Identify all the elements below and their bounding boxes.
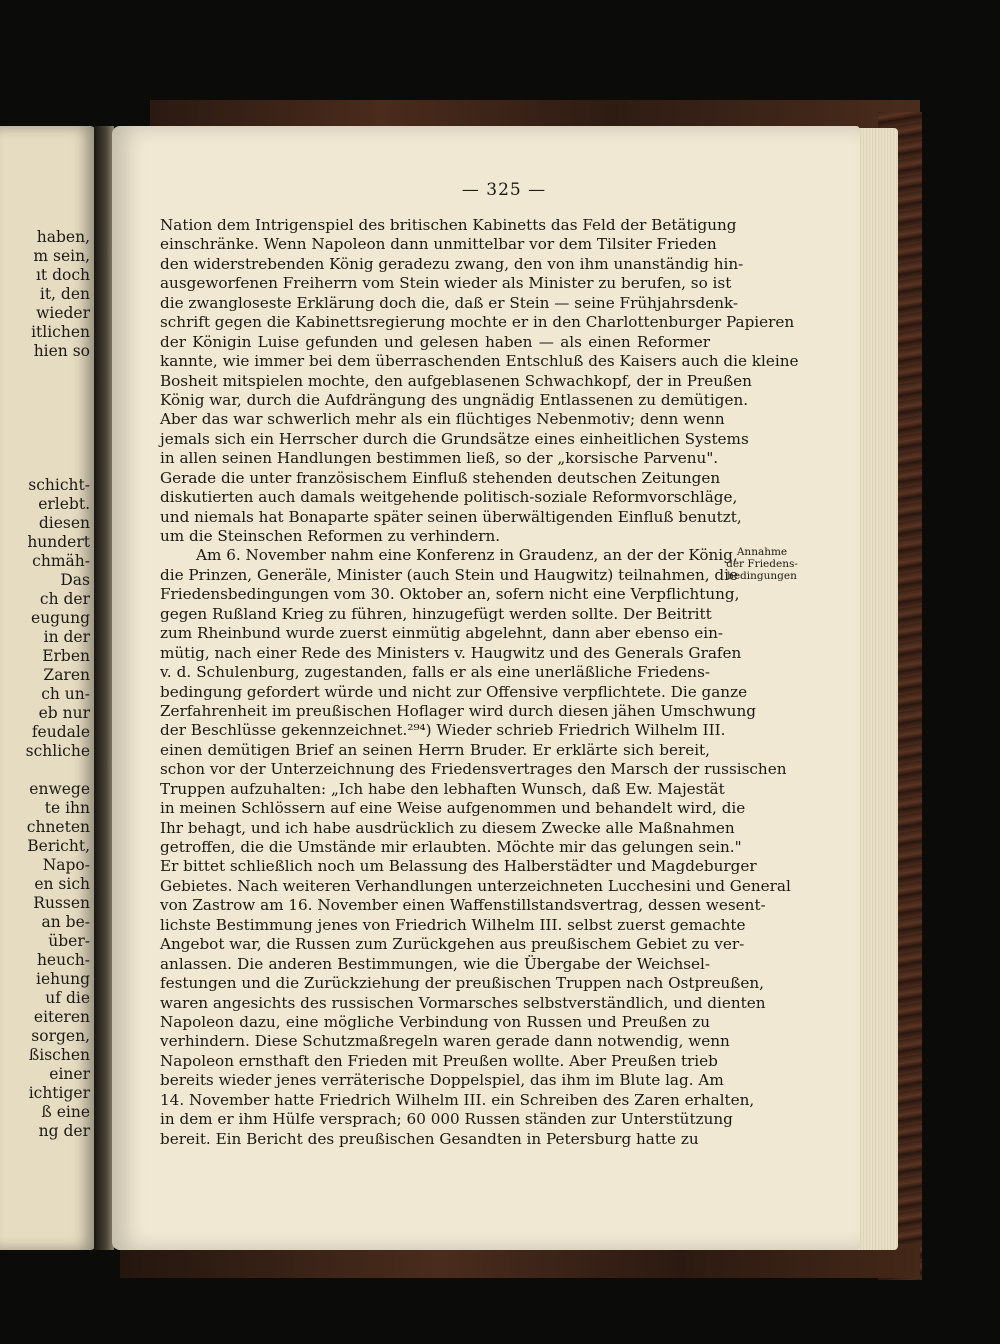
left-page-line-fragment: eb nur [38,704,90,722]
left-page-line-fragment: über- [48,932,90,950]
left-page-line-fragment: ng der [38,1122,90,1140]
page-number: — 325 — [461,180,547,200]
body-line: schrift gegen die Kabinettsregierung mochte er in den Charlottenburger Papieren [160,313,795,332]
left-page-line-fragment: uf die [45,989,90,1007]
body-line: festungen und die Zurückziehung der preußischen Truppen nach Ostpreußen, [160,974,764,993]
body-line: verhindern. Diese Schutzmaßregeln waren gerade dann notwendig, wenn [160,1032,730,1051]
body-line: Napoleon ernsthaft den Frieden mit Preußen wollte. Aber Preußen trieb [160,1051,718,1070]
left-page-line-fragment: hien so [33,342,90,360]
left-page-line-fragment: erlebt. [38,495,90,513]
body-line: Truppen aufzuhalten: „Ich habe den lebhaften Wunsch, daß Ew. Majestät [160,779,725,798]
body-line: in allen seinen Handlungen bestimmen ließ, so der „korsische Parvenu". [160,449,719,468]
left-page-line-fragment: Bericht, [27,837,90,855]
body-line: die zwangloseste Erklärung doch die, daß er Stein — seine Frühjahrsdenk- [160,293,739,312]
left-page-line-fragment: ichtiger [28,1084,90,1102]
left-page-line-fragment: itlichen [31,323,90,341]
body-line: ausgeworfenen Freiherrn vom Stein wieder als Minister zu berufen, so ist [160,274,732,293]
body-line: waren angesichts des russischen Vormarsches selbstverständlich, und dienten [160,993,766,1012]
body-line: Zerfahrenheit im preußischen Hoflager wird durch diesen jähen Umschwung [160,701,756,720]
left-page-line-fragment: ch un- [41,685,90,703]
body-line: lichste Bestimmung jenes von Friedrich Wilhelm III. selbst zuerst gemachte [160,915,746,934]
body-line: Aber das war schwerlich mehr als ein flüchtiges Nebenmotiv; denn wenn [160,410,725,429]
body-line: zum Rheinbund wurde zuerst einmütig abgelehnt, dann aber ebenso ein- [160,624,724,643]
left-page-line-fragment: ßischen [28,1046,90,1064]
body-line: kannte, wie immer bei dem überraschenden Entschluß des Kaisers auch die kleine [160,352,799,371]
body-line: gegen Rußland Krieg zu führen, hinzugefügt werden sollte. Der Beitritt [160,604,712,623]
left-page-line-fragment: sorgen, [31,1027,90,1045]
body-line: Gerade die unter französischem Einfluß stehenden deutschen Zeitungen [160,468,721,487]
body-line: Bosheit mitspielen mochte, den aufgeblasenen Schwachkopf, der in Preußen [160,371,752,390]
left-page-line-fragment: wieder [36,304,90,322]
marginal-note [720,546,804,582]
body-line: diskutierten auch damals weitgehende politisch-soziale Reformvorschläge, [160,488,738,507]
body-line: der Königin Luise gefunden und gelesen haben — als einen Reformer [160,332,710,351]
left-page-line-fragment: Das [60,571,90,589]
left-page-line-fragment: chmäh- [32,552,90,570]
body-line: Angebot war, die Russen zum Zurückgehen aus preußischem Gebiet zu ver- [160,935,745,954]
body-line: um die Steinschen Reformen zu verhindern. [160,527,501,545]
left-page-line-fragment: an be- [41,913,90,931]
left-page-line-fragment: en sich [34,875,90,893]
body-line: Ihr behagt, und ich habe ausdrücklich zu diesem Zwecke alle Maßnahmen [160,818,735,837]
body-line: einen demütigen Brief an seinen Herrn Bruder. Er erklärte sich bereit, [160,740,710,759]
left-page-line-fragment: einer [49,1065,90,1083]
body-line: 14. November hatte Friedrich Wilhelm III. ein Schreiben des Zaren erhalten, [160,1090,755,1109]
marginal-note-line: Annahme [736,546,788,558]
left-page-line-fragment: ch der [39,590,90,608]
left-facing-page [0,126,96,1250]
left-page-line-fragment: iehung [35,970,90,988]
body-line: einschränke. Wenn Napoleon dann unmittelbar vor dem Tilsiter Frieden [160,235,717,254]
left-page-line-fragment: schicht- [28,476,90,494]
body-line: getroffen, die die Umstände mir erlaubten. Möchte mir das gelungen sein." [160,838,742,856]
book-gutter [94,126,114,1250]
body-line: Am 6. November nahm eine Konferenz in Graudenz, an der der König, [196,546,738,565]
left-page-line-fragment: feudale [31,723,90,741]
body-line: Nation dem Intrigenspiel des britischen Kabinetts das Feld der Betätigung [160,216,737,234]
body-line: jemals sich ein Herrscher durch die Grundsätze eines einheitlichen Systems [160,429,749,448]
body-line: in dem er ihm Hülfe versprach; 60 000 Russen ständen zur Unterstützung [160,1110,733,1129]
body-line: mütig, nach einer Rede des Ministers v. Haugwitz und des Generals Grafen [160,643,742,662]
body-line: die Prinzen, Generäle, Minister (auch Stein und Haugwitz) teilnahmen, die [160,565,738,584]
body-line: von Zastrow am 16. November einen Waffenstillstandsvertrag, dessen wesent- [160,896,766,915]
left-page-line-fragment: Erben [42,647,90,665]
body-line: bedingung gefordert würde und nicht zur Offensive verpflichtete. Die ganze [160,682,748,701]
left-page-line-fragment: eugung [31,609,90,627]
left-page-line-fragment: diesen [38,514,90,532]
left-page-line-fragment: Napo- [42,856,90,874]
left-page-line-fragment: te ihn [44,799,90,817]
left-page-line-fragment: Russen [33,894,90,912]
body-line: den widerstrebenden König geradezu zwang, den von ihm unanständig hin- [160,254,744,273]
left-page-line-fragment: hundert [27,533,90,551]
left-page-line-fragment: Zaren [43,666,90,684]
body-line: bereit. Ein Bericht des preußischen Gesandten in Petersburg hatte zu [160,1129,699,1148]
body-line: Er bittet schließlich noch um Belassung des Halberstädter und Magdeburger [160,857,757,876]
body-line: bereits wieder jenes verräterische Doppelspiel, das ihm im Blute lag. Am [160,1071,724,1090]
body-line: Gebietes. Nach weiteren Verhandlungen unterzeichneten Lucchesini und General [160,876,791,895]
body-line: v. d. Schulenburg, zugestanden, falls er als eine unerläßliche Friedens- [160,663,710,682]
left-page-line-fragment: enwege [29,780,90,798]
left-page-line-fragment: m sein, [33,247,90,265]
body-line: anlassen. Die anderen Bestimmungen, wie die Übergabe der Weichsel- [160,954,710,973]
body-line: schon vor der Unterzeichnung des Friedensvertrages den Marsch der russischen [160,760,787,779]
body-line: in meinen Schlössern auf eine Weise aufgenommen und behandelt wird, die [160,799,746,818]
left-page-line-fragment: ıt doch [35,266,90,284]
marginal-note-line: der Friedens- [726,558,798,570]
body-line: der Beschlüsse gekennzeichnet.²⁹⁴) Wieder schrieb Friedrich Wilhelm III. [160,721,726,740]
left-page-line-fragment: it, den [39,285,90,303]
left-page-line-fragment: schliche [25,742,90,760]
left-page-line-fragment: chneten [26,818,90,836]
left-page-line-fragment: heuch- [36,951,90,969]
body-line: und niemals hat Bonaparte später seinen überwältigenden Einfluß benutzt, [160,507,742,526]
left-page-line-fragment: ß eine [41,1103,90,1121]
right-page [112,126,860,1250]
body-line: König war, durch die Aufdrängung des ungnädig Entlassenen zu demütigen. [160,390,749,409]
left-page-line-fragment: in der [43,628,90,646]
left-page-line-fragment: eiteren [33,1008,90,1026]
left-page-line-fragment: haben, [36,228,90,246]
body-line: Friedensbedingungen vom 30. Oktober an, sofern nicht eine Verpflichtung, [160,585,740,604]
marginal-note-line: bedingungen [727,570,797,582]
body-line: Napoleon dazu, eine mögliche Verbindung von Russen und Preußen zu [160,1012,710,1031]
